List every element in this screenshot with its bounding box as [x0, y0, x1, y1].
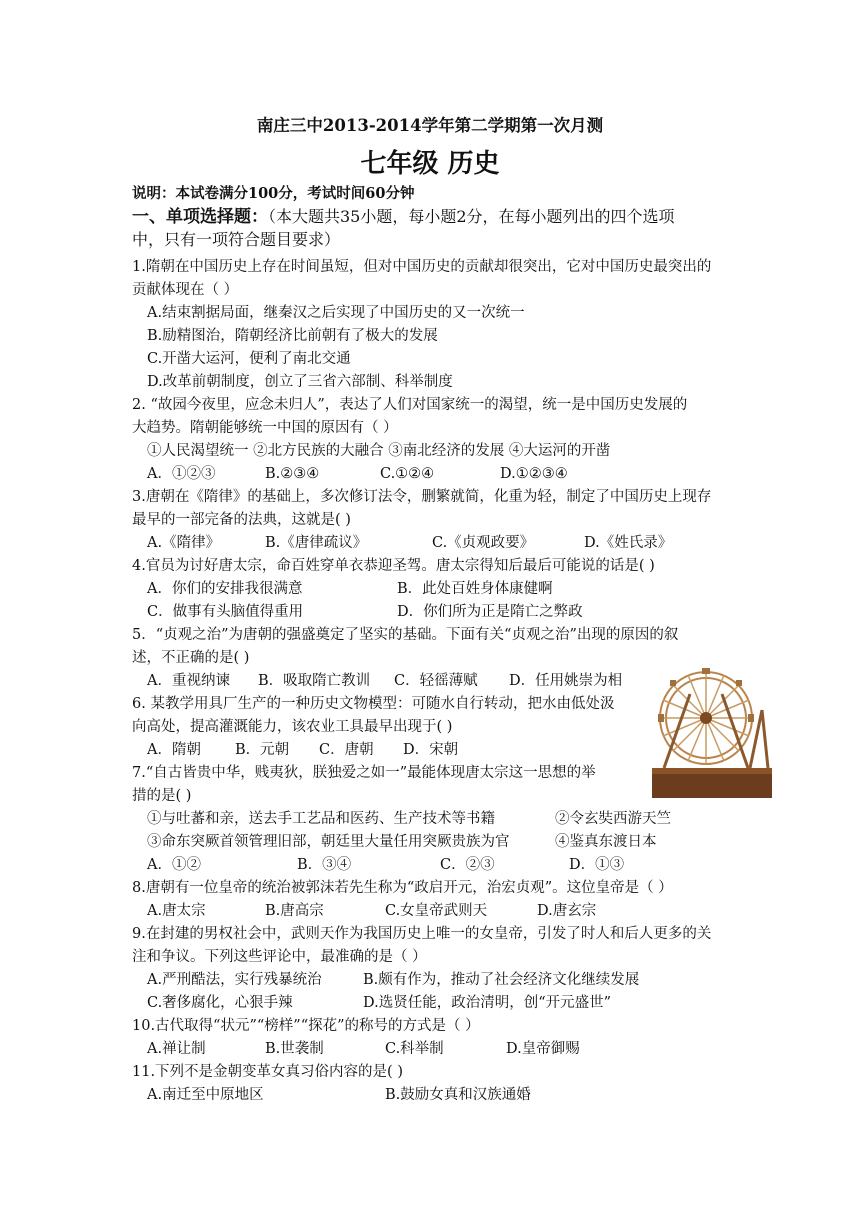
- q2-stem: 2. “故园今夜里，应念未归人”，表达了人们对国家统一的渴望，统一是中国历史发展的: [132, 397, 688, 413]
- q2-items: ①人民渴望统一 ②北方民族的大融合 ③南北经济的发展 ④大运河的开凿: [147, 443, 611, 459]
- q1-option-b: B.励精图治，隋朝经济比前朝有了极大的发展: [147, 328, 438, 344]
- q5-option-a: A．重视纳谏: [147, 673, 230, 689]
- q7-option-a: A．①②: [147, 857, 201, 873]
- q8-option-b: B.唐高宗: [265, 903, 324, 919]
- q3-option-c: C.《贞观政要》: [432, 535, 535, 551]
- q10-option-b: B.世袭制: [265, 1041, 324, 1057]
- q10-stem: 10.古代取得“状元”“榜样”“探花”的称号的方式是（ ）: [132, 1018, 480, 1034]
- q7-option-d: D．①③: [569, 857, 625, 873]
- q7-item-4: ④鉴真东渡日本: [555, 834, 657, 850]
- q2-stem-cont: 大趋势。隋朝能够统一中国的原因有（ ）: [132, 420, 398, 436]
- q1-option-d: D.改革前朝制度，创立了三省六部制、科举制度: [147, 374, 453, 390]
- q11-stem: 11.下列不是金朝变革女真习俗内容的是( ): [132, 1064, 403, 1080]
- q10-option-a: A.禅让制: [147, 1041, 206, 1057]
- q7-option-b: B．③④: [297, 857, 352, 873]
- q5-option-b: B．吸取隋亡教训: [258, 673, 371, 689]
- q3-option-b: B.《唐律疏议》: [265, 535, 368, 551]
- q10-option-d: D.皇帝御赐: [506, 1041, 580, 1057]
- q4-option-d: D．你们所为正是隋亡之弊政: [397, 604, 583, 620]
- q6-option-c: C．唐朝: [319, 742, 374, 758]
- q7-item-2: ②令玄奘西游天竺: [555, 811, 671, 827]
- q7-item-3: ③命东突厥首领管理旧部，朝廷里大量任用突厥贵族为官: [147, 834, 510, 850]
- q6-option-d: D．宋朝: [403, 742, 459, 758]
- q8-option-a: A.唐太宗: [147, 903, 206, 919]
- q1-option-a: A.结束割据局面，继秦汉之后实现了中国历史的又一次统一: [147, 305, 525, 321]
- q5-option-d: D．任用姚崇为相: [509, 673, 623, 689]
- q9-option-a: A.严刑酷法，实行残暴统治: [147, 972, 322, 988]
- q2-option-c: C.①②④: [380, 466, 435, 482]
- q3-option-a: A.《隋律》: [147, 535, 221, 551]
- q4-option-a: A．你们的安排我很满意: [147, 581, 303, 597]
- q3-option-d: D.《姓氏录》: [584, 535, 673, 551]
- section1-heading: 一、单项选择题：: [132, 207, 268, 227]
- q6-stem-cont: 向高处，提高灌溉能力，该农业工具最早出现于( ): [132, 719, 453, 735]
- q9-option-b: B.颇有作为，推动了社会经济文化继续发展: [363, 972, 640, 988]
- q9-stem: 9.在封建的男权社会中，武则天作为我国历史上唯一的女皇帝，引发了时人和后人更多的关: [132, 926, 712, 942]
- q3-stem-cont: 最早的一部完备的法典，这就是( ): [132, 512, 351, 528]
- section1-desc-cont: 中，只有一项符合题目要求）: [132, 230, 341, 249]
- q6-option-b: B．元朝: [235, 742, 290, 758]
- q4-option-b: B．此处百姓身体康健啊: [397, 581, 553, 597]
- waterwheel-model-image: [650, 660, 774, 800]
- q11-option-a: A.南迁至中原地区: [147, 1087, 264, 1103]
- exam-subject: 七年级 历史: [360, 149, 500, 179]
- q9-option-d: D.选贤任能，政治清明，创“开元盛世”: [363, 995, 612, 1011]
- section1-desc: （本大题共35小题，每小题2分，在每小题列出的四个选项: [268, 207, 675, 226]
- q5-stem: 5．“贞观之治”为唐朝的强盛奠定了坚实的基础。下面有关“贞观之治”出现的原因的叙: [132, 627, 679, 643]
- q9-stem-cont: 注和争议。下列这些评论中，最准确的是（ ）: [132, 949, 427, 965]
- q8-stem: 8.唐朝有一位皇帝的统治被郭沫若先生称为“政启开元，治宏贞观”。这位皇帝是（ ）: [132, 880, 673, 896]
- q6-option-a: A．隋朝: [147, 742, 201, 758]
- q1-stem: 1.隋朝在中国历史上存在时间虽短，但对中国历史的贡献却很突出，它对中国历史最突出的: [132, 259, 712, 275]
- q5-option-c: C．轻徭薄赋: [394, 673, 478, 689]
- q2-option-a: A．①②③: [147, 466, 216, 482]
- q8-option-c: C.女皇帝武则天: [385, 903, 488, 919]
- q7-stem: 7.“自古皆贵中华，贱夷狄，朕独爱之如一”最能体现唐太宗这一思想的举: [132, 765, 596, 781]
- q5-stem-cont: 述，不正确的是( ): [132, 650, 250, 666]
- q1-stem-cont: 贡献体现在（ ）: [132, 282, 239, 298]
- q7-stem-cont: 措的是( ): [132, 788, 192, 804]
- q4-option-c: C．做事有头脑值得重用: [147, 604, 304, 620]
- q10-option-c: C.科举制: [385, 1041, 444, 1057]
- exam-title: 南庄三中2013-2014学年第二学期第一次月测: [256, 116, 604, 135]
- q2-option-b: B.②③④: [265, 466, 320, 482]
- q3-stem: 3.唐朝在《隋律》的基础上，多次修订法令，删繁就简，化重为轻，制定了中国历史上现存: [132, 489, 712, 505]
- q7-item-1: ①与吐蕃和亲，送去手工艺品和医药、生产技术等书籍: [147, 811, 495, 827]
- q6-stem: 6. 某教学用具厂生产的一种历史文物模型：可随水自行转动，把水由低处汲: [132, 696, 615, 712]
- section1-heading-line: [132, 207, 675, 228]
- q9-option-c: C.奢侈腐化，心狠手辣: [147, 995, 293, 1011]
- q7-option-c: C．②③: [440, 857, 495, 873]
- q4-stem: 4.官员为讨好唐太宗，命百姓穿单衣恭迎圣驾。唐太宗得知后最后可能说的话是( ): [132, 558, 655, 574]
- q1-option-c: C.开凿大运河，便利了南北交通: [147, 351, 351, 367]
- exam-note: 说明：本试卷满分100分，考试时间60分钟: [132, 185, 415, 202]
- q11-option-b: B.鼓励女真和汉族通婚: [385, 1087, 531, 1103]
- q8-option-d: D.唐玄宗: [537, 903, 597, 919]
- q2-option-d: D.①②③④: [500, 466, 568, 482]
